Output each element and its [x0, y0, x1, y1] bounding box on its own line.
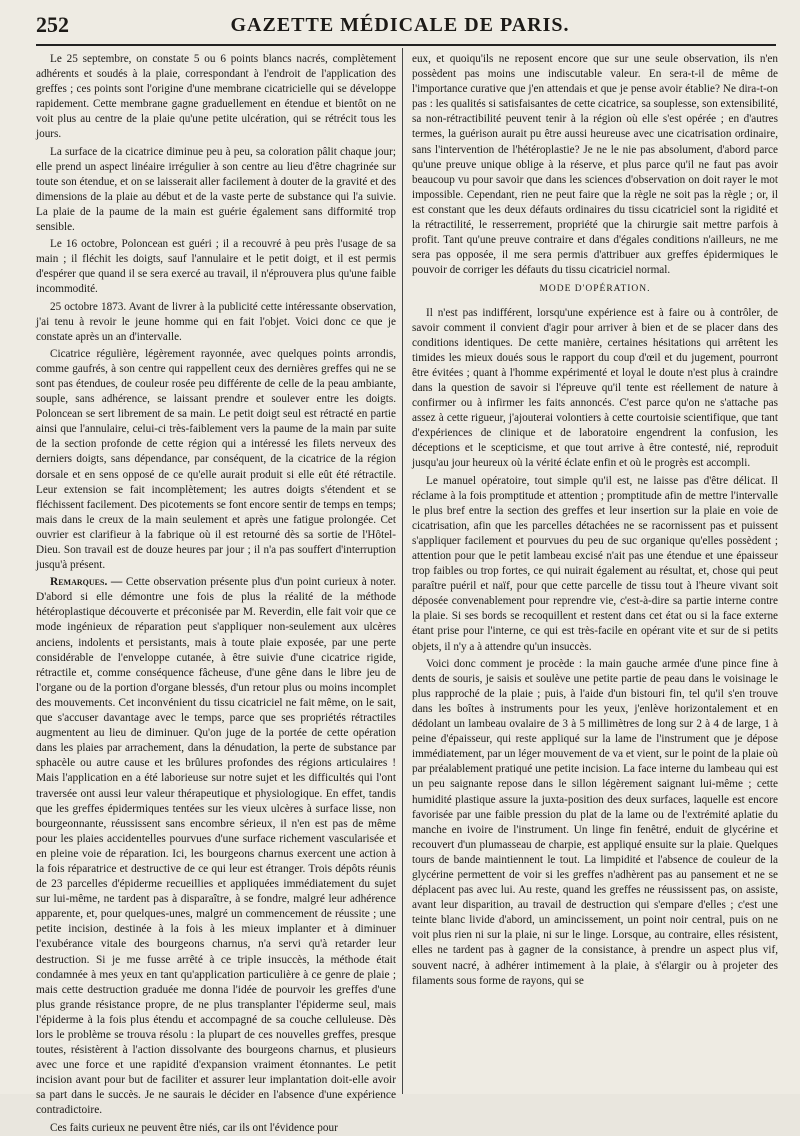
header-rule: [36, 44, 776, 46]
paragraph: eux, et quoiqu'ils ne reposent encore que sur une seule observation, ils n'en possèdent pas moins une indiscutable valeur. En sera-t-il de même de l'importance curative que j'en attendais et que je pense avoir établie? Ne dira-t-on pas : les qualités si satisfaisantes de cette cicatrice, sa souplesse, son extensibilité, sa non-rétractibilité peuvent tenir à la région où elle s'est opérée ; en d'autres termes, la guérison aurait pu être aussi heureuse avec une cicatrisation ordinaire, sans l'intervention de l'hétéroplastie? Je ne le nie pas absolument, d'abord parce qu'une preuve unique oblige à la réserve, et plus parce qu'il ne faut pas avoir beaucoup vu pour savoir que dans les sciences d'observation on doit rayer le mot impossible. Cependant, rien ne peut faire que la règle ne soit pas la règle ; or, il est constant que les deux défauts ordinaires du tissu cicatriciel sont la rigidité et la rétractilité, le resserrement, propriété que la chirurgie sait mettre parfois à profit. Tant qu'une preuve contraire et dans d'égales conditions n'ailleurs, ne me sera pas opposée, il me sera permis d'attribuer aux greffes épidermiques le pouvoir de corriger les défauts du tissu cicatriciel normal.: [412, 53, 778, 277]
page-header: [0, 10, 800, 42]
paragraph: Il n'est pas indifférent, lorsqu'une expérience est à faire ou à contrôler, de savoir comment il convient d'agir pour arriver à bien et de se placer dans des conditions identiques. De cette manière, certaines hésitations qui arrêtent les timides les mieux doués sous le rapport du coup d'œil et du jugement, pourront être évitées ; quant à l'homme expérimenté et loyal le doute n'est plus à craindre dans la question de savoir si l'épreuve qu'il tente est réellement de nature à confirmer ou à infirmer les faits annoncés. C'est parce qu'on ne s'attache pas assez à cette rigueur, j'ajouterai volontiers à cette courtoisie scientifique, que tant d'expériences de clinique et de laboratoire engendrent la confusion, les déceptions et le scepticisme, et que tout arrive à être contesté, nié, reproduit jusqu'au jour heureux où la vérité éclate enfin et où le progrès est accompli.: [412, 306, 778, 470]
paragraph: Le 16 octobre, Poloncean est guéri ; il a recouvré à peu près l'usage de sa main ; il fléchit les doigts, sauf l'annulaire et le petit doigt, et il est permis d'espérer que quand il se sera exercé au travail, il n'éprouvera plus qu'une faible incommodité.: [36, 238, 396, 296]
paragraph: Le manuel opératoire, tout simple qu'il est, ne laisse pas d'être délicat. Il réclame à la fois promptitude et attention ; promptitude afin de mettre l'intervalle le plus bref entre la section des greffes et leur insertion sur la plaie en voie de cicatrisation, afin que les parcelles détachées ne se racornissent pas et puissent s'appliquer facilement et pourvues du peu de suc organique qu'elles possèdent ; attention pour que le petit lambeau excisé n'ait pas une étendue et une épaisseur trop faibles ou trop fortes, ce qui nuirait également au résultat, et, chose qui peut paraître puéril et naïf, pour que cette parcelle de tissu tout à l'heure vivant soit déposée convenablement pour reprendre vie, c'est-à-dire sa partie interne contre la plaie. Si ses bords se recoquillent et restent dans cet état ou si la face externe étant prise pour l'interne, ce qui est très-facile en opérant vite et sur de si petits objets, il n'y a à attendre qu'un insuccès.: [412, 474, 778, 653]
remarques-paragraph: [36, 575, 396, 1118]
remarques-label: Remarques. —: [50, 576, 123, 589]
right-column: [412, 52, 778, 1088]
remarques-text: Cette observation présente plus d'un point curieux à noter. D'abord si elle démontre une fois de plus la réalité de la méthode hétéroplastique découverte et préconisée par M. Reverdin, elle fait voir que ce mode ingénieux de réparation peut s'appliquer non-seulement aux ulcères anciens, indolents et persistants, mais à toute plaie exposée, par une perte considérable de l'enveloppe cutanée, à être suivie d'une cicatrice rigide, rétractile et, comme conséquence fâcheuse, d'une gêne dans le libre jeu de l'organe ou de la portion d'organe blessés, d'un retour plus ou moins incomplet des mouvements. Cet inconvénient du tissu cicatriciel ne fait même, on le sait, que s'accuser davantage avec le temps, parce que ses propriétés rétractiles augmentent au lieu de diminuer. Qu'on juge de la portée de cette opération dans les plaies par arrachement, dans la dénudation, la perte de substance par sphacèle ou autre cause et les brûlures profondes des régions articulaires ! Mais l'application en a été laborieuse sur notre sujet et les difficultés qui l'ont traversée ont aussi leur valeur thérapeutique et physiologique. En effet, tandis que les greffes épidermiques tentées sur les vieux ulcères à surface lisse, non bourgeonnante, réussissent sans encombre sérieux, il n'en est pas de même pour les plaies accidentelles pourvues d'une surface richement vascularisée et en pleine voie de réparation. Ici, les bourgeons charnus exercent une action à la fois réparatrice et destructive de ce qui leur est étranger. Trois dépôts réunis de 23 parcelles d'épiderme recueillies et appliquées immédiatement du sujet sur lui-même, ne tardent pas à disparaître, à se fondre, malgré leur adhérence apparente, et, pour quelques-unes, malgré un commencement de réussite ; une petite incision, destinée à la fois à les mieux implanter et à diminuer l'exubérance vitale des bourgeons charnus, n'a servi qu'à retarder leur destruction. Si je me fusse arrêté à ce triple insuccès, la méthode était condamnée à mes yeux en tant qu'application particulière à ce genre de plaie ; mais cette destruction graduée me donna l'idée de pourvoir les greffes d'une plus grande résistance propre, de ne plus transplanter l'épiderme seul, mais l'épiderme à la fois plus étendu et accompagné de sa couche celluleuse. Dès lors le problème se trouva résolu : la plupart de ces nouvelles greffes, presque toutes, résistèrent à l'action dissolvante des bourgeons charnus, et plusieurs avec une force et une rapidité d'expansion vraiment étonnantes. Le petit incision avant pour but de faciliter et assurer leur implantation doit-elle avoir sa part dans le succès. Je ne saurais le décider en l'absence d'une expérience contradictoire.: [36, 576, 396, 1117]
journal-title: GAZETTE MÉDICALE DE PARIS.: [230, 14, 570, 36]
paragraph: La surface de la cicatrice diminue peu à peu, sa coloration pâlit chaque jour; elle prend un aspect linéaire irrégulier à son centre au lieu d'être chagrinée sur toute son étendue, et on se laisserait aller facilement à douter de la gravité et des dimensions de la plaie au début et de la vaste perte de substance qui l'a suivie. La plaie de la paume de la main est guérie également sans difformité trop sensible.: [36, 145, 396, 234]
paragraph: 25 octobre 1873. Avant de livrer à la publicité cette intéressante observation, j'ai tenu à revoir le jeune homme qui en fait l'objet. Voici donc ce que je constate après un an d'intervalle.: [36, 300, 396, 343]
paragraph: Ces faits curieux ne peuvent être niés, car ils ont l'évidence pour: [50, 1121, 338, 1134]
section-title: MODE D'OPÉRATION.: [539, 284, 651, 295]
paragraph: Le 25 septembre, on constate 5 ou 6 points blancs nacrés, complètement adhérents et soudés à la plaie, correspondant à l'endroit de l'application des greffes ; ces points sont l'origine d'une membrane cicatricielle qui se développe rapidement. Cette membrane gagne graduellement en étendue et bientôt on ne voit plus au centre de la plaie qu'une petite ulcération, qui se rétrécit tous les jours.: [36, 53, 396, 141]
paragraph: Cicatrice régulière, légèrement rayonnée, avec quelques points arrondis, comme gaufrés, à son centre qui rappellent ceux des dernières greffes qui ne se sont pas étendues, de couleur rosée peu différente de celle de la peau ambiante, souple, sans adhérence, se laissant prendre et soulever entre les doigts. Poloncean se sert librement de sa main. Le petit doigt seul est rétracté en partie ainsi que l'annulaire, celui-ci très-faiblement vers la paume de la main par suite de la section profonde de cette région qui a intéressé les filets nerveux des derniers doigts, sans dépendance, par conséquent, de la cicatrice de la région dorsale et en sens opposé de ce qu'elle aurait produit si elle eût été rétractile. Leur extension se fait incomplètement; les autres doigts s'étendent et se fléchissent facilement. Des picotements se font encore sentir de temps en temps; mais dans le creux de la main seulement et après une fatigue prolongée. Cet ouvrier est clarifieur à la fabrique où il est retourné dès sa sortie de l'Hôtel-Dieu. Son travail est de douze heures par jour ; il n'a pas souffert d'interruption jusqu'à présent.: [36, 347, 396, 572]
paragraph: Voici donc comment je procède : la main gauche armée d'une pince fine à dents de souris, je saisis et soulève une petite partie de peau dans le voisinage le plus rapproché de la plaie ; puis, à l'aide d'un bistouri fin, tel qu'il s'en trouve dans les boîtes à instruments pour les yeux, j'enlève horizontalement et en dédolant un lambeau ovalaire de 3 à 5 millimètres de long sur 2 à 4 de large, 1 à peine d'épaisseur, qui reste appliqué sur la lame de l'instrument que je dépose immédiatement, par un léger mouvement de va et vient, sur le point de la plaie où par préalablement pratiqué une petite incision. La face interne du lambeau qui est un peu saignante repose dans le sillon légèrement saignant lui-même ; cette humidité plastique assure la juxta-position des deux surfaces, laquelle est encore favorisée par une faible pression du plat de la lame ou de l'extrémité aplatie du manche en ivoire de l'instrument. Un linge fin fenêtré, enduit de glycérine et recouvert d'un plumasseau de charpie, est appliqué ensuite sur la plaie. Quelques tours de bande maintiennent le tout. La limpidité et l'absence de couleur de la glycérine permettent de voir si les greffes n'adhèrent pas au pansement et ne se déplacent pas avec lui. Au reste, quand les greffes ne réussissent pas, on assiste, avant leur disparition, au travail de destruction qui s'empare d'elles ; c'est une teinte blanc livide d'abord, un amincissement, un point noir central, puis on ne voit plus rien ni sur la plaie, ni sur le linge. Lorsque, au contraire, elles résistent, elles ne tardent pas à gagner de la consistance, à prendre un aspect plus vif, souvent nacré, à adhérer intimement à la plaie, à s'élargir ou à projeter des filaments sous forme de rayons, qui se: [412, 657, 778, 987]
left-column: [36, 52, 396, 1134]
page-number: 252: [36, 12, 69, 37]
column-divider: [402, 48, 403, 1094]
